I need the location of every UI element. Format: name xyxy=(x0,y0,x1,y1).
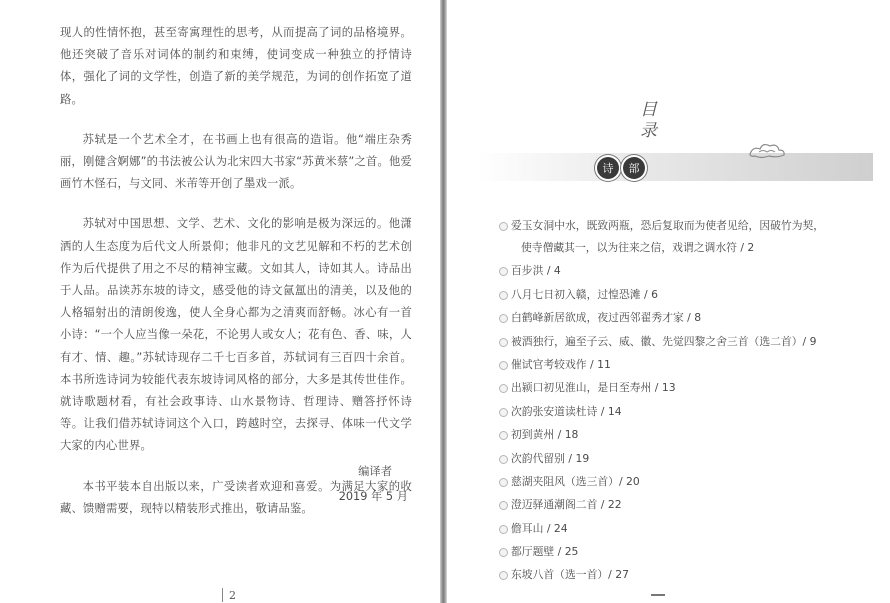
toc-item[interactable] xyxy=(499,263,871,279)
bullet-circle-icon xyxy=(499,384,508,393)
toc-item[interactable] xyxy=(499,310,871,326)
toc-item-text: 爱玉女洞中水，既致两瓶，恐后复取而为使者见给，因破竹为契， xyxy=(511,219,825,232)
page-mark-right xyxy=(651,594,665,602)
toc-title-char-2: 录 xyxy=(640,121,658,141)
bullet-circle-icon xyxy=(499,478,508,487)
toc-item[interactable] xyxy=(499,474,871,490)
toc-item[interactable] xyxy=(499,567,871,583)
preface-paragraph-2: 苏轼是一个艺术全才，在书画上也有很高的造诣。他“端庄杂秀丽，刚健含婀娜”的书法被公认为北宋四大书家“苏黄米蔡”之首。他爱画竹木怪石，与文同、米芾等开创了墨戏一派。 xyxy=(60,132,412,191)
preface-paragraph-1: 现人的性情怀抱，甚至寄寓理性的思考，从而提高了词的品格境界。他还突破了音乐对词体的制约和束缚，使词变成一种独立的抒情诗体，强化了词的文学性，创造了新的美学规范，为词的创作拓宽了道路。 xyxy=(60,26,412,106)
toc-item-text: 百步洪 / 4 xyxy=(511,264,561,278)
toc-item[interactable] xyxy=(499,334,871,350)
toc-item-text: 慈湖夹阻风（选三首）/ 20 xyxy=(511,474,640,488)
preface-text xyxy=(60,22,412,520)
toc-item-text: 次韵代留别 / 19 xyxy=(511,451,590,465)
toc-item-text: 催试官考较戏作 / 11 xyxy=(511,357,611,371)
bullet-circle-icon xyxy=(499,571,508,580)
toc-item-text: 次韵张安道读杜诗 / 14 xyxy=(511,404,622,418)
toc-item-text: 都厅题壁 / 25 xyxy=(511,545,579,559)
toc-item-text: 澄迈驿通潮阁二首 / 22 xyxy=(511,498,622,512)
toc-item-text: 东坡八首（选一首）/ 27 xyxy=(511,568,629,582)
signature-date: 2019 年 5 月 xyxy=(338,490,408,503)
toc-item[interactable] xyxy=(499,287,871,303)
bullet-circle-icon xyxy=(499,525,508,534)
bullet-circle-icon xyxy=(499,291,508,300)
signature-author: 编译者 xyxy=(358,465,392,478)
page-number-left xyxy=(222,588,236,602)
bullet-circle-icon xyxy=(499,314,508,323)
toc-item-text: 八月七日初入赣，过惶恐滩 / 6 xyxy=(511,287,658,301)
toc-item[interactable] xyxy=(499,427,871,443)
right-page xyxy=(447,0,890,603)
toc-item-text: 被酒独行，遍至子云、威、徽、先觉四黎之舍三首（选二首）/ 9 xyxy=(511,334,817,348)
toc-item-text: 出颍口初见淮山，是日至寿州 / 13 xyxy=(511,381,676,395)
toc-title-char-1: 目 xyxy=(640,100,658,120)
toc-item-continuation: 使寺僧藏其一，以为往来之信，戏谓之调水符 / 2 xyxy=(521,241,755,254)
bullet-circle-icon xyxy=(499,548,508,557)
page-number: 2 xyxy=(229,588,236,602)
section-label-poetry xyxy=(597,157,645,179)
bullet-circle-icon xyxy=(499,361,508,370)
toc-item[interactable] xyxy=(499,521,871,537)
toc-title xyxy=(637,100,661,142)
bullet-circle-icon xyxy=(499,222,508,231)
toc-item-text: 儋耳山 / 24 xyxy=(511,521,568,535)
folio-divider xyxy=(222,588,223,602)
preface-paragraph-3: 苏轼对中国思想、文学、艺术、文化的影响是极为深远的。他潇洒的人生态度为后代文人所景仰；他非凡的文艺见解和不朽的艺术创作为后代提供了用之不尽的精神宝藏。文如其人，诗如其人。诗品出于人品。品读苏东坡的诗文，感受他的诗文氤氲出的清美，以及他的人格辐射出的清朗俊逸，使人全身心都为之清爽而舒畅。冰心有一首小诗：“一个人应当像一朵花，不论男人或女人；花有色、香、味，人有才、情、趣。”苏轼诗现存二千七百多首，苏轼词有三百四十余首。本书所选诗词为较能代表东坡诗词风格的部分，大多是其传世佳作。就诗歌题材看，有社会政事诗、山水景物诗、哲理诗、赠答抒怀诗等。让我们借苏轼诗词这个入口，跨越时空，去探寻、体味一代文学大家的内心世界。 xyxy=(60,217,412,453)
toc-item[interactable] xyxy=(499,357,871,373)
bullet-circle-icon xyxy=(499,267,508,276)
toc-item-text: 初到黄州 / 18 xyxy=(511,428,579,442)
bullet-circle-icon xyxy=(499,455,508,464)
toc-item[interactable] xyxy=(499,218,871,256)
bullet-circle-icon xyxy=(499,338,508,347)
section-char-shi: 诗 xyxy=(597,157,619,179)
toc-item[interactable] xyxy=(499,451,871,467)
toc-item[interactable] xyxy=(499,497,871,513)
section-banner xyxy=(477,153,873,181)
book-gutter xyxy=(440,0,447,603)
bullet-circle-icon xyxy=(499,408,508,417)
toc-list xyxy=(499,218,871,591)
toc-item[interactable] xyxy=(499,380,871,396)
cloud-ornament-icon xyxy=(747,139,787,161)
toc-item[interactable] xyxy=(499,404,871,420)
toc-item-text: 白鹤峰新居欲成，夜过西邻翟秀才家 / 8 xyxy=(511,311,702,325)
toc-item[interactable] xyxy=(499,544,871,560)
bullet-circle-icon xyxy=(499,431,508,440)
left-page xyxy=(0,0,440,603)
section-char-bu: 部 xyxy=(623,157,645,179)
bullet-circle-icon xyxy=(499,501,508,510)
preface-paragraph-4: 本书平装本自出版以来，广受读者欢迎和喜爱。为满足大家的收藏、馈赠需要，现特以精装形式推出，敬请品鉴。 xyxy=(60,479,412,515)
